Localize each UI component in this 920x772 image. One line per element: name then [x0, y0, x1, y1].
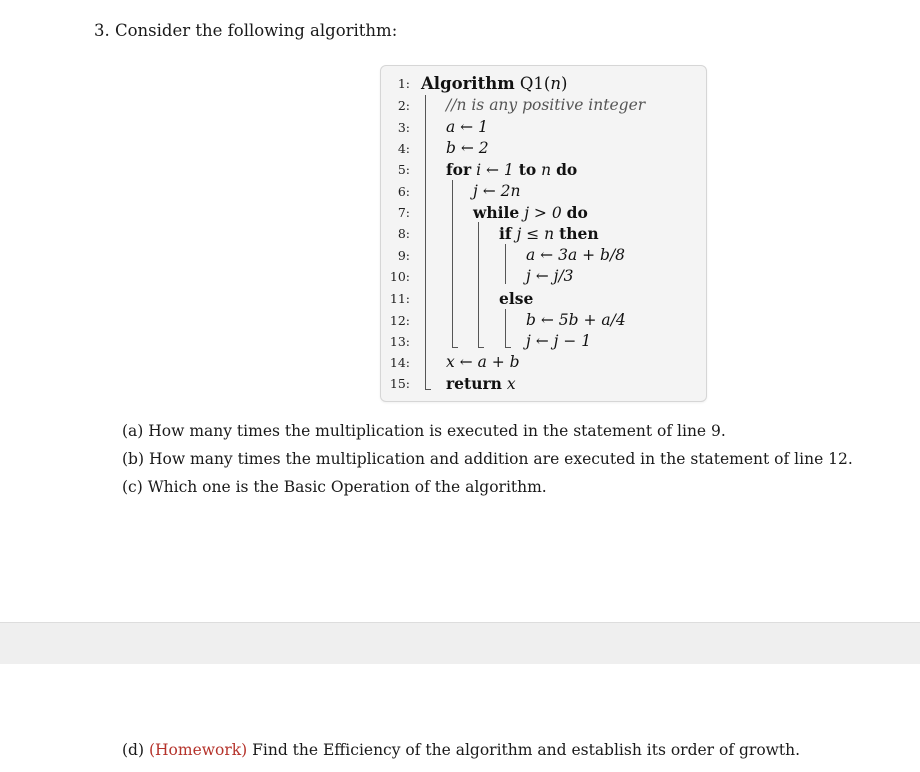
algorithm-close-paren: ) [561, 74, 568, 93]
algorithm-keyword: Algorithm [421, 74, 515, 93]
code-line-5 [446, 160, 577, 179]
code-line-2-comment: //n is any positive integer [446, 96, 646, 114]
then-scope-bar [505, 244, 506, 284]
line-number-9: 9: [397, 248, 410, 263]
page-lower [0, 664, 920, 772]
code-line-9: a ← 3a + b/8 [526, 246, 626, 264]
line-number-5: 5: [397, 162, 410, 177]
part-d-label: (d) [122, 741, 145, 759]
part-d-text: Find the Efficiency of the algorithm and establish its order of growth. [252, 741, 801, 759]
part-b [122, 450, 853, 468]
question-number: 3. [94, 21, 110, 40]
while-do-keyword: do [566, 203, 588, 222]
part-a [122, 422, 726, 440]
line-number-1: 1: [397, 76, 410, 91]
then-keyword: then [559, 224, 599, 243]
while-keyword: while [473, 203, 520, 222]
algorithm-scope-end [425, 389, 431, 390]
part-c-label: (c) [122, 478, 143, 496]
else-scope-bar [505, 309, 506, 347]
homework-tag: (Homework) [148, 741, 248, 759]
code-line-6: j ← 2n [473, 182, 521, 200]
for-bound: n [541, 161, 552, 179]
if-condition: j ≤ n [516, 225, 555, 243]
question-text: Consider the following algorithm: [115, 21, 398, 40]
line-number-3: 3: [397, 120, 410, 135]
return-keyword: return [446, 374, 502, 393]
part-a-label: (a) [122, 422, 144, 440]
line-number-11: 11: [389, 291, 410, 306]
line-number-7: 7: [397, 205, 410, 220]
part-b-text: How many times the multiplication and addition are executed in the statement of line 12. [148, 450, 853, 468]
else-scope-end [505, 347, 511, 348]
code-line-8 [499, 224, 599, 243]
part-d [122, 741, 800, 759]
part-c-text: Which one is the Basic Operation of the algorithm. [147, 478, 547, 496]
code-line-12: b ← 5b + a/4 [526, 311, 626, 329]
page-separator [0, 622, 920, 665]
for-scope-end [452, 347, 458, 348]
part-b-label: (b) [122, 450, 145, 468]
code-line-7 [473, 203, 588, 222]
while-condition: j > 0 [524, 204, 562, 222]
question-3 [94, 21, 397, 40]
algorithm-name: Q1( [514, 74, 551, 93]
for-init: i ← 1 [476, 161, 514, 179]
algorithm-param: n [550, 74, 562, 93]
return-variable: x [506, 375, 516, 393]
code-line-4: b ← 2 [446, 139, 489, 157]
part-c [122, 478, 547, 496]
while-scope-end [478, 347, 484, 348]
code-line-13: j ← j − 1 [526, 332, 592, 350]
code-line-14: x ← a + b [446, 353, 520, 371]
to-keyword: to [518, 160, 537, 179]
algorithm-scope-bar [425, 95, 426, 389]
line-number-8: 8: [397, 226, 410, 241]
part-a-text: How many times the multiplication is executed in the statement of line 9. [148, 422, 726, 440]
if-keyword: if [499, 224, 512, 243]
line-number-4: 4: [397, 141, 410, 156]
line-number-10: 10: [389, 269, 410, 284]
line-number-6: 6: [397, 184, 410, 199]
for-keyword: for [446, 160, 472, 179]
line-number-2: 2: [397, 98, 410, 113]
line-number-12: 12: [389, 313, 410, 328]
code-line-3: a ← 1 [446, 118, 488, 136]
for-scope-bar [452, 180, 453, 347]
while-scope-bar [478, 222, 479, 347]
code-line-10: j ← j/3 [526, 267, 574, 285]
code-line-15 [446, 374, 516, 393]
algorithm-title [421, 74, 567, 93]
do-keyword: do [556, 160, 578, 179]
line-number-13: 13: [389, 334, 410, 349]
code-line-11-else: else [499, 289, 534, 308]
line-number-15: 15: [389, 376, 410, 391]
line-number-14: 14: [389, 355, 410, 370]
